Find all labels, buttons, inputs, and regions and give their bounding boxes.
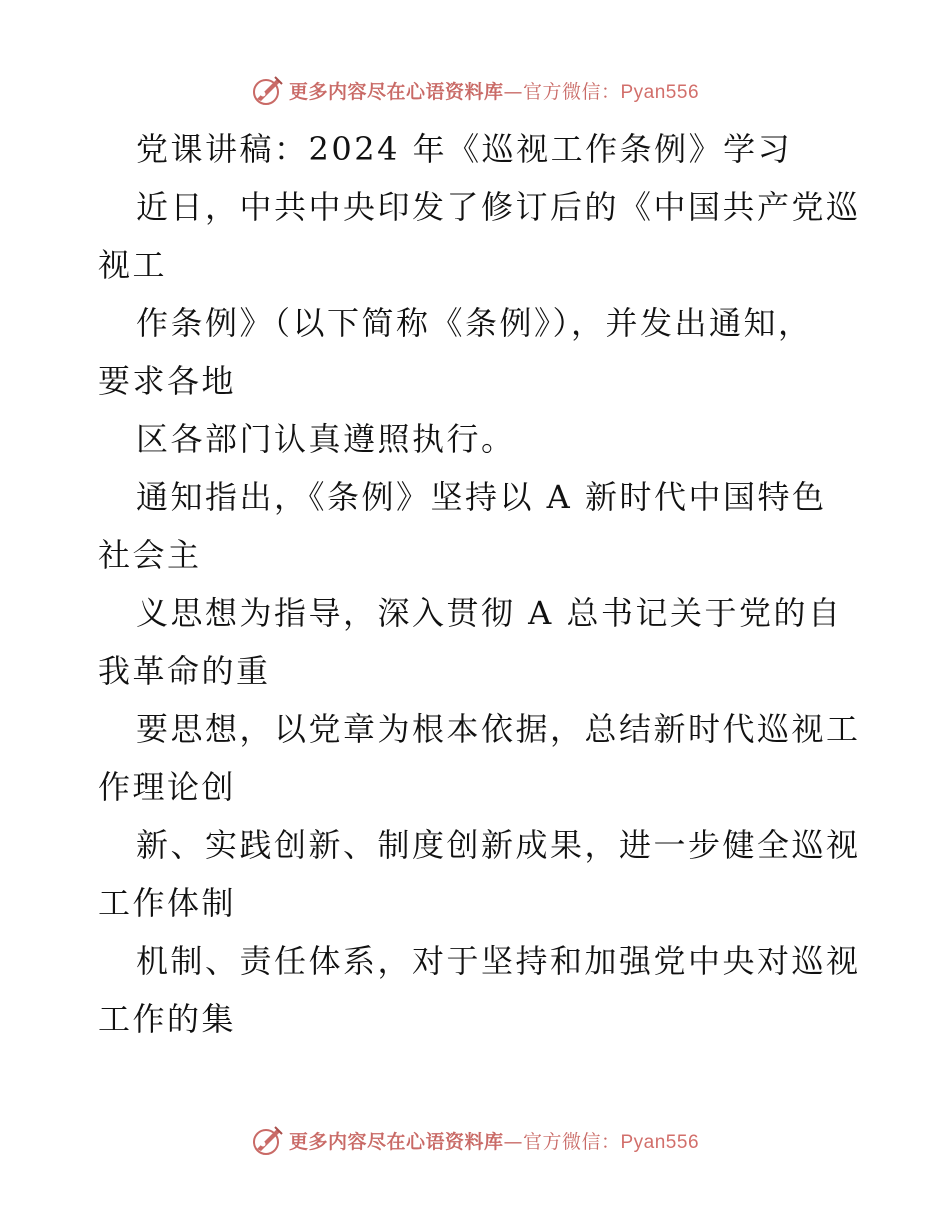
text-line: 区各部门认真遵照执行。 bbox=[136, 420, 516, 458]
text-line: 作理论创 bbox=[98, 768, 237, 806]
text-line: 义思想为指导，深入贯彻 A 总书记关于党的自 bbox=[136, 594, 843, 632]
watermark-main-text: 更多内容尽在心语资料库 bbox=[288, 1130, 504, 1153]
text-line: 要求各地 bbox=[98, 362, 237, 400]
text-line: 工作的集 bbox=[98, 1000, 237, 1038]
watermark-text bbox=[289, 77, 699, 104]
text-line: 新、实践创新、制度创新成果，进一步健全巡视 bbox=[136, 826, 861, 864]
text-line: 工作体制 bbox=[98, 884, 237, 922]
quill-pen-logo-icon bbox=[251, 1123, 285, 1157]
text-line: 社会主 bbox=[98, 536, 202, 574]
watermark-text bbox=[289, 1127, 699, 1154]
watermark-main-text: 更多内容尽在心语资料库 bbox=[288, 80, 504, 103]
quill-pen-logo-icon bbox=[251, 73, 285, 107]
text-line: 我革命的重 bbox=[98, 652, 271, 690]
text-line: 作条例》（以下简称《条例》），并发出通知， bbox=[136, 304, 813, 342]
text-line: 机制、责任体系，对于坚持和加强党中央对巡视 bbox=[136, 942, 861, 980]
text-line: 视工 bbox=[98, 246, 168, 284]
watermark-separator: — bbox=[503, 1130, 523, 1153]
footer-watermark bbox=[0, 1120, 950, 1160]
watermark-separator: — bbox=[503, 80, 523, 103]
watermark-wechat-label: 官方微信： bbox=[522, 1130, 621, 1153]
text-line: 要思想，以党章为根本依据，总结新时代巡视工 bbox=[136, 710, 861, 748]
header-watermark bbox=[0, 70, 950, 110]
document-title: 党课讲稿：2024 年《巡视工作条例》学习 bbox=[136, 130, 793, 168]
watermark-wechat-label: 官方微信： bbox=[522, 80, 621, 103]
text-line: 通知指出，《条例》坚持以 A 新时代中国特色 bbox=[136, 478, 827, 516]
document-body bbox=[98, 120, 861, 1048]
watermark-wechat-id: Pyan556 bbox=[620, 1131, 700, 1153]
text-line: 近日，中共中央印发了修订后的《中国共产党巡 bbox=[136, 188, 861, 226]
watermark-wechat-id: Pyan556 bbox=[620, 81, 700, 103]
paragraph-lines bbox=[98, 178, 861, 1048]
